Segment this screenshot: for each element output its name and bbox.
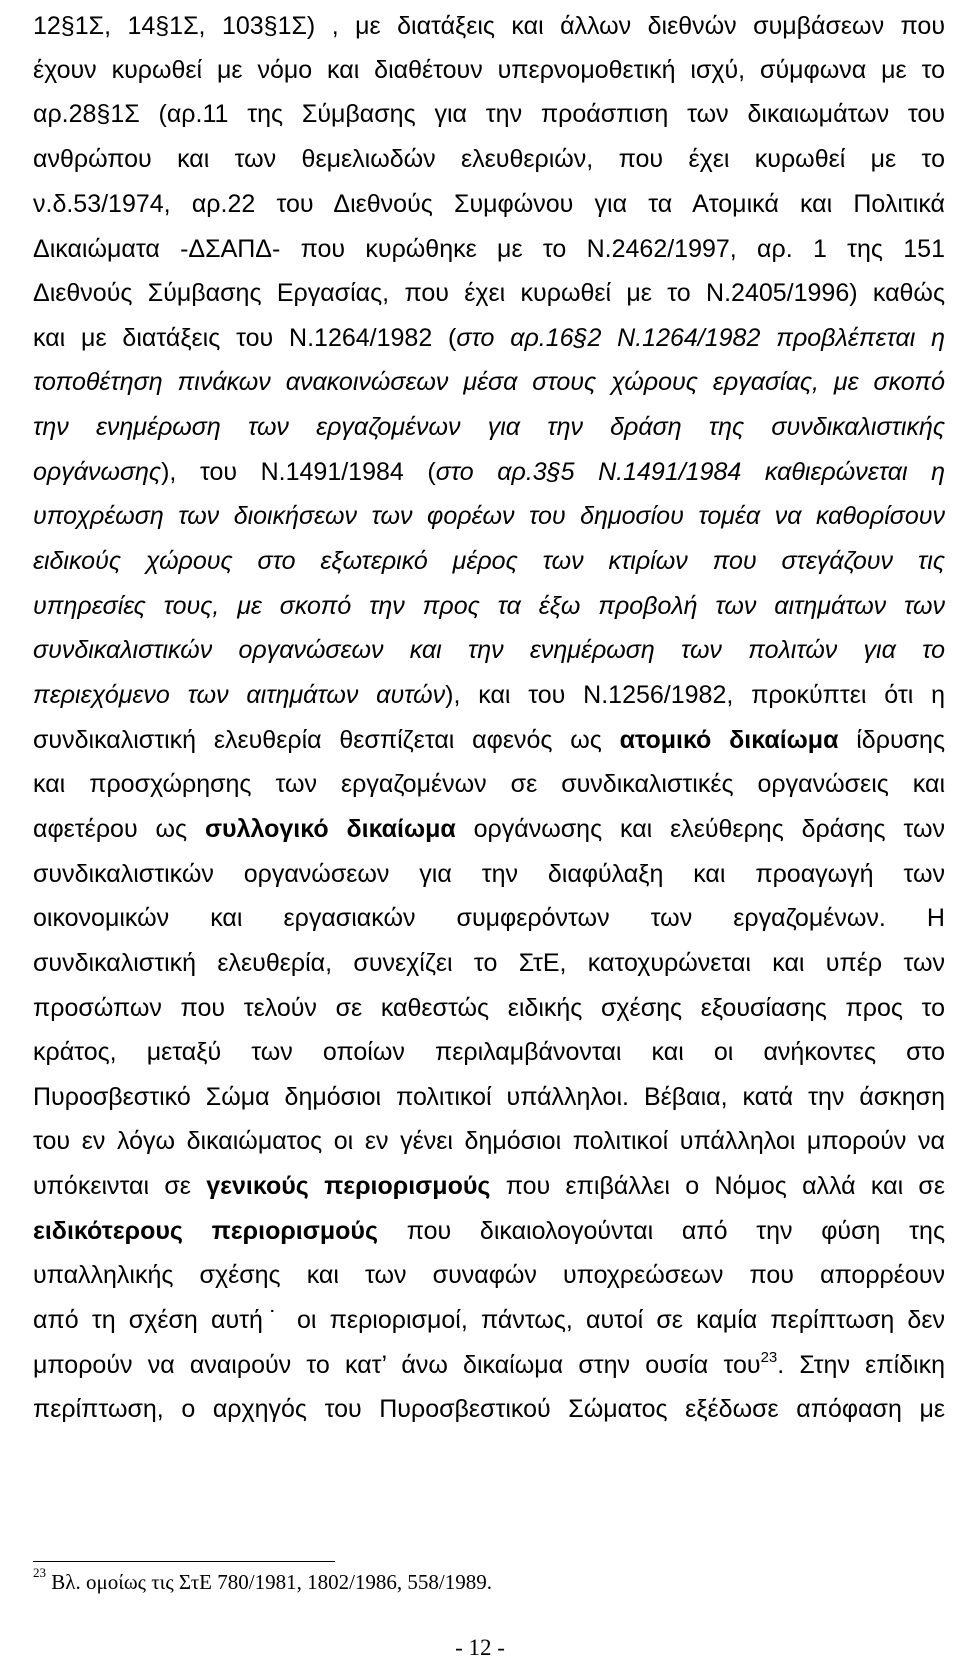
text-line	[33, 852, 945, 898]
text-segment: Πυροσβεστικό Σώμα δημόσιοι πολιτικοί υπάλληλοι. Βέβαια, κατά την άσκηση	[33, 1083, 945, 1111]
text-segment: οργάνωσης και ελεύθερης δράσης των	[455, 815, 945, 843]
footnote-separator	[33, 1561, 335, 1562]
text-segment: ανθρώπου και των θεμελιωδών ελευθεριών, που έχει κυρωθεί με το	[33, 145, 945, 173]
emphasis-italic: οργάνωσης	[33, 458, 162, 486]
text-line	[33, 1253, 945, 1299]
text-line	[33, 316, 945, 362]
text-line	[33, 673, 945, 719]
text-segment: και προσχώρησης των εργαζομένων σε συνδικαλιστικές οργανώσεις και	[33, 770, 945, 798]
text-line	[33, 896, 945, 942]
text-segment: αφετέρου ως	[33, 815, 205, 843]
emphasis-bold: συλλογικό δικαίωμα	[204, 815, 456, 843]
emphasis-italic: συνδικαλιστικών οργανώσεων και την ενημέρωση των πολιτών για το	[33, 636, 945, 664]
text-line	[33, 1343, 945, 1389]
text-line	[33, 1209, 945, 1255]
text-line	[33, 450, 945, 496]
text-segment: υπόκεινται σε	[33, 1172, 207, 1200]
text-segment: 12§1Σ, 14§1Σ, 103§1Σ) , με διατάξεις και άλλων διεθνών συμβάσεων που	[33, 12, 945, 40]
text-segment: που επιβάλλει ο Νόμος αλλά και σε	[490, 1172, 945, 1200]
text-segment: συνδικαλιστική ελευθερία, συνεχίζει το ΣτΕ, κατοχυρώνεται και υπέρ των	[33, 949, 945, 977]
emphasis-italic: υποχρέωση των διοικήσεων των φορέων του δημοσίου τομέα να καθορίσουν	[33, 502, 945, 530]
text-segment: Δικαιώματα -ΔΣΑΠΔ- που κυρώθηκε με το Ν.2462/1997, αρ. 1 της 151	[33, 235, 945, 263]
text-line	[33, 584, 945, 630]
text-line	[33, 628, 945, 674]
text-line	[33, 986, 945, 1032]
text-segment: ίδρυσης	[838, 726, 946, 754]
text-segment: από τη σχέση αυτή˙ οι περιορισμοί, πάντως, αυτοί σε καμία περίπτωση δεν	[33, 1306, 945, 1334]
text-line	[33, 4, 945, 50]
text-line	[33, 807, 945, 853]
text-line	[33, 405, 945, 451]
emphasis-italic: στο αρ.16§2 Ν.1264/1982 προβλέπεται η	[456, 324, 945, 352]
emphasis-italic: ειδικούς χώρους στο εξωτερικό μέρος των κτιρίων που στεγάζουν τις	[33, 547, 945, 575]
text-segment: μπορούν να αναιρούν το κατ’ άνω δικαίωμα στην ουσία του	[33, 1351, 761, 1379]
emphasis-italic: την ενημέρωση των εργαζομένων για την δράση της συνδικαλιστικής	[33, 413, 945, 441]
footnote-reference: 23	[760, 1348, 778, 1366]
footnote	[33, 1565, 933, 1596]
text-line	[33, 1119, 945, 1165]
text-segment: υπαλληλικής σχέσης και των συναφών υποχρεώσεων που απορρέουν	[33, 1261, 945, 1289]
text-segment: οικονομικών και εργασιακών συμφερόντων των εργαζομένων. Η	[33, 904, 945, 932]
text-segment: ν.δ.53/1974, αρ.22 του Διεθνούς Συμφώνου για τα Ατομικά και Πολιτικά	[33, 190, 945, 218]
text-line	[33, 1164, 945, 1210]
emphasis-italic: τοποθέτηση πινάκων ανακοινώσεων μέσα στους χώρους εργασίας, με σκοπό	[33, 368, 945, 396]
text-segment: και με διατάξεις του Ν.1264/1982 (	[33, 324, 457, 352]
text-segment: κράτος, μεταξύ των οποίων περιλαμβάνονται και οι ανήκοντες στο	[33, 1038, 945, 1066]
text-line	[33, 539, 945, 585]
text-segment: ), και του Ν.1256/1982, προκύπτει ότι η	[445, 681, 945, 709]
text-line	[33, 1298, 945, 1344]
emphasis-bold: ειδικότερους περιορισμούς	[33, 1217, 378, 1245]
emphasis-italic: υπηρεσίες τους, με σκοπό την προς τα έξω προβολή των αιτημάτων των	[33, 592, 945, 620]
text-line	[33, 137, 945, 183]
emphasis-italic: περιεχόμενο των αιτημάτων αυτών	[33, 681, 446, 709]
text-line	[33, 1387, 945, 1433]
text-line	[33, 360, 945, 406]
text-segment: που δικαιολογούνται από την φύση της	[377, 1217, 945, 1245]
text-segment: έχουν κυρωθεί με νόμο και διαθέτουν υπερνομοθετική ισχύ, σύμφωνα με το	[33, 56, 945, 84]
text-segment: περίπτωση, ο αρχηγός του Πυροσβεστικού Σώματος εξέδωσε απόφαση με	[33, 1395, 945, 1423]
text-segment: προσώπων που τελούν σε καθεστώς ειδικής σχέσης εξουσίασης προς το	[33, 994, 945, 1022]
text-line	[33, 1075, 945, 1121]
text-segment: συνδικαλιστική ελευθερία θεσπίζεται αφενός ως	[33, 726, 620, 754]
emphasis-italic: στο αρ.3§5 Ν.1491/1984 καθιερώνεται η	[435, 458, 945, 486]
text-line	[33, 1030, 945, 1076]
text-segment: ), του Ν.1491/1984 (	[161, 458, 436, 486]
text-line	[33, 271, 945, 317]
emphasis-bold: γενικούς περιορισμούς	[206, 1172, 491, 1200]
footnote-number: 23	[33, 1565, 46, 1580]
emphasis-bold: ατομικό δικαίωμα	[619, 726, 839, 754]
text-line	[33, 92, 945, 138]
text-line	[33, 762, 945, 808]
text-segment: αρ.28§1Σ (αρ.11 της Σύμβασης για την προάσπιση των δικαιωμάτων του	[33, 100, 945, 128]
text-line	[33, 227, 945, 273]
text-line	[33, 182, 945, 228]
text-segment: . Στην επίδικη	[777, 1351, 946, 1379]
footnote-text: Βλ. ομοίως τις ΣτΕ 780/1981, 1802/1986, 558/1989.	[46, 1570, 493, 1594]
text-segment: συνδικαλιστικών οργανώσεων για την διαφύλαξη και προαγωγή των	[33, 860, 945, 888]
text-line	[33, 48, 945, 94]
page-number: - 12 -	[455, 1635, 505, 1660]
text-line	[33, 941, 945, 987]
text-segment: του εν λόγω δικαιώματος οι εν γένει δημόσιοι πολιτικοί υπάλληλοι μπορούν να	[33, 1127, 945, 1155]
text-line	[33, 718, 945, 764]
text-segment: Διεθνούς Σύμβασης Εργασίας, που έχει κυρωθεί με το Ν.2405/1996) καθώς	[33, 279, 945, 307]
text-line	[33, 494, 945, 540]
